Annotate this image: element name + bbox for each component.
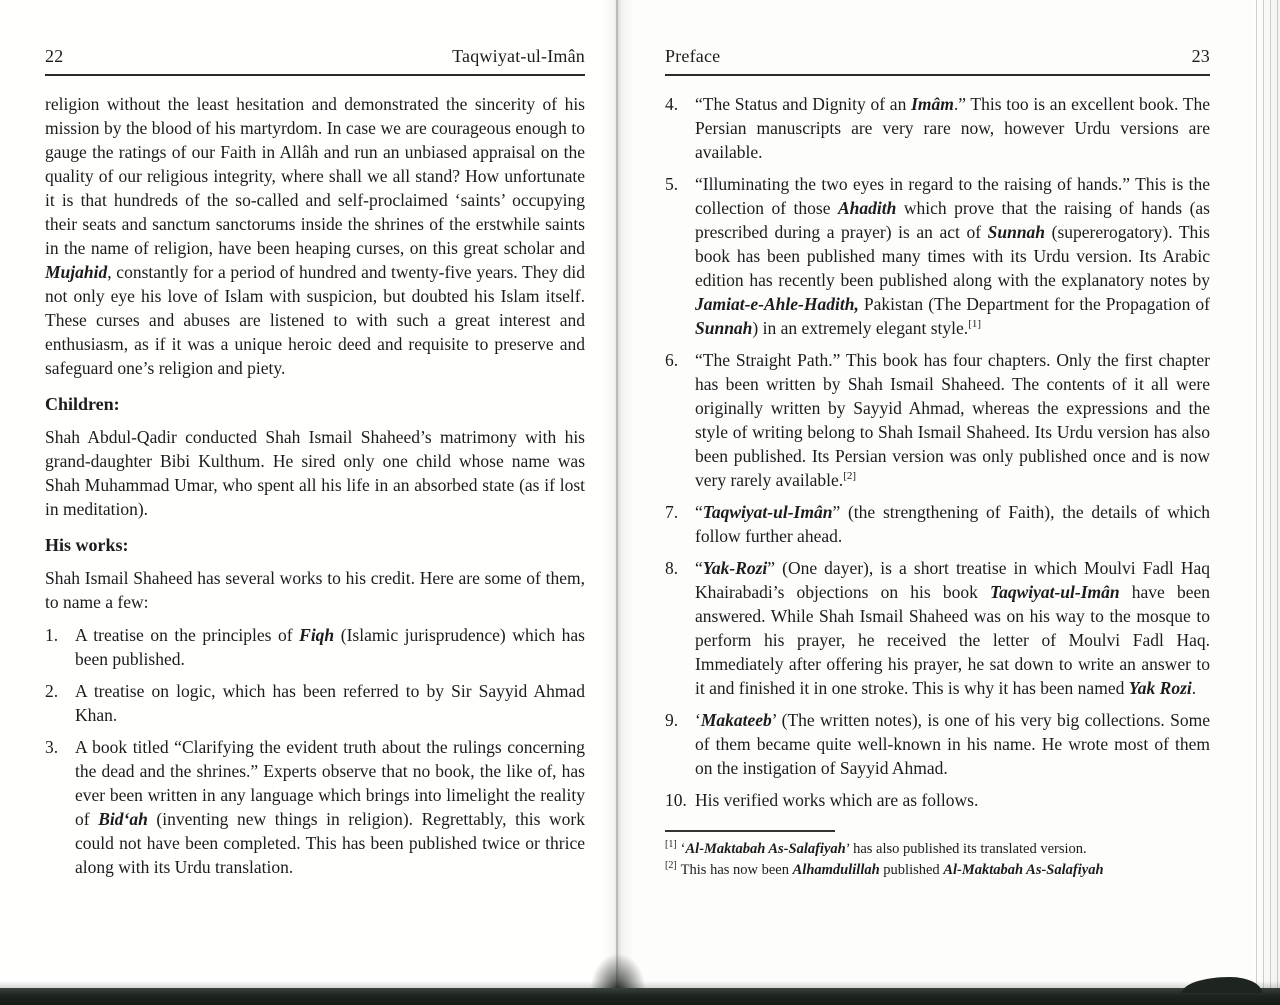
right-page-number: 23 [1191, 46, 1210, 66]
list-number: 4. [665, 94, 679, 114]
emphasized-term: Sunnah [987, 222, 1046, 242]
emphasized-term: Jamiat-e-Ahle-Hadith, [695, 294, 859, 314]
list-item-text: “Yak-Rozi” (One dayer), is a short treatise in which Moulvi Fadl Haq Khairabadi’s objections on his book Taqwiyat-ul-Imân have been answered. While Shah Ismail Shaheed was on his way to the mosque to perform his prayer, he received the letter of Moulvi Fadl Haq. Immediately after offering his prayer, he sat down to write an answer to it and finished it in one stroke. This is why it has been named Yak Rozi. [695, 558, 1210, 698]
list-item [665, 708, 1210, 780]
list-item-text: A treatise on the principles of Fiqh (Islamic jurisprudence) which has been published. [75, 625, 585, 669]
right-page-content [619, 0, 1253, 881]
emphasized-term: Fiqh [299, 625, 335, 645]
emphasized-term: Al-Maktabah As-Salafiyah [943, 862, 1104, 878]
emphasized-term: Sunnah [695, 318, 753, 338]
list-number: 6. [665, 350, 679, 370]
emphasized-term: Imâm [911, 94, 954, 114]
list-item [665, 788, 1210, 812]
right-page-header [665, 46, 1210, 76]
list-item [45, 623, 585, 671]
footnote-divider [665, 830, 835, 832]
list-item-text: “Taqwiyat-ul-Imân” (the strengthening of Faith), the details of which follow further ahead. [695, 502, 1210, 546]
list-item [665, 556, 1210, 700]
list-item [45, 735, 585, 879]
left-page [0, 0, 617, 988]
emphasized-term: Taqwiyat-ul-Imân [702, 502, 833, 522]
list-number: 9. [665, 710, 679, 730]
left-page-number: 22 [45, 46, 64, 66]
book-gutter-line [616, 0, 618, 988]
emphasized-term: Bid‘ah [98, 809, 148, 829]
book-gutter-shadow [602, 0, 634, 988]
right-page [619, 0, 1253, 988]
list-number: 10. [665, 790, 687, 810]
emphasized-term: Yak Rozi [1128, 678, 1192, 698]
emphasized-term: Taqwiyat-ul-Imân [989, 582, 1120, 602]
list-number: 3. [45, 737, 59, 757]
list-number: 2. [45, 681, 59, 701]
footnote: [2] This has now been Alhamdulillah published Al-Maktabah As-Salafiyah [665, 860, 1104, 878]
list-item-text: “Illuminating the two eyes in regard to the raising of hands.” This is the collection of those Ahadith which prove that the raising of hands (as prescribed during a prayer) is an act of Sunnah (supererogatory). This book has been published many times with its Urdu version. Its Arabic edition has recently been published along with the explanatory notes by Jamiat-e-Ahle-Hadith, Pakistan (The Department for the Propagation of Sunnah) in an extremely elegant style.[1] [695, 174, 1210, 338]
list-item-text: “The Straight Path.” This book has four chapters. Only the first chapter has been written by Shah Ismail Shaheed. The contents of it all were originally written by Sayyid Ahmad, whereas the expressions and the style of writing belong to Shah Ismail Shaheed. Its Urdu version has also been published. Its Persian version was only published once and is now very rarely available.[2] [695, 350, 1210, 490]
footnotes-section [665, 830, 1210, 881]
paragraph: religion without the least hesitation and demonstrated the sincerity of his mission by the blood of his martyrdom. In case we are courageous enough to gauge the ratings of our Faith in Allâh and run an unbiased appraisal on the quality of our religious integrity, where shall we all stand? How unfortunate it is that hundreds of the so-called and self-proclaimed ‘saints’ occupying their seats and sanctum sanctorums inside the shrines of the erstwhile saints in the name of religion, have been heaping curses, on this great scholar and Mujahid, constantly for a period of hundred and twenty-five years. They did not only eye his love of Islam with suspicion, but doubted his Islam itself. These curses and abuses are listened to with such a great interest and enthusiasm, as if it was a unique heroic deed and requisite to preserve and safeguard one’s religion and piety. [45, 94, 585, 378]
list-number: 1. [45, 625, 59, 645]
emphasized-term: Mujahid [45, 262, 108, 282]
left-running-title: Taqwiyat-ul-Imân [452, 46, 585, 66]
left-page-content [0, 0, 617, 879]
footnote-reference: [1] [968, 318, 982, 331]
footnote-marker: [1] [665, 839, 677, 851]
emphasized-term: Yak-Rozi [702, 558, 768, 578]
list-number: 8. [665, 558, 679, 578]
list-item [665, 500, 1210, 548]
footnotes-list [665, 839, 1210, 881]
section-heading: Children: [45, 394, 120, 414]
emphasized-term: Makateeb [700, 710, 772, 730]
footnote-reference: [2] [843, 470, 857, 483]
footnote: [1] ‘Al-Maktabah As-Salafiyah’ has also published its translated version. [665, 839, 1087, 857]
list-item-text: “The Status and Dignity of an Imâm.” This too is an excellent book. The Persian manuscripts are very rare now, however Urdu versions are available. [695, 94, 1210, 162]
list-item-text: A book titled “Clarifying the evident truth about the rulings concerning the dead and the shrines.” Experts observe that no book, the like of, has ever been written in any language which brings into limelight the reality of Bid‘ah (inventing new things in religion). Regrettably, this work could not have been completed. This has been published twice or thrice along with its Urdu translation. [75, 737, 586, 877]
list-number: 5. [665, 174, 679, 194]
footnote-marker: [2] [665, 860, 677, 872]
paragraph: Shah Ismail Shaheed has several works to his credit. Here are some of them, to name a few: [45, 568, 585, 612]
paragraph: Shah Abdul-Qadir conducted Shah Ismail Shaheed’s matrimony with his grand-daughter Bibi Kulthum. He sired only one child whose name was Shah Muhammad Umar, who spent all his life in an absorbed state (as if lost in meditation). [45, 427, 585, 519]
emphasized-term: Al-Maktabah As-Salafiyah [685, 841, 846, 857]
left-page-body [45, 92, 585, 879]
right-running-title: Preface [665, 46, 721, 66]
list-number: 7. [665, 502, 679, 522]
list-item [665, 92, 1210, 164]
page-edges [1253, 0, 1280, 988]
section-heading: His works: [45, 535, 129, 555]
list-item-text: ‘Makateeb’ (The written notes), is one of his very big collections. Some of them became quite well-known in his name. He wrote most of them on the instigation of Sayyid Ahmad. [695, 710, 1210, 778]
list-item-text: A treatise on logic, which has been referred to by Sir Sayyid Ahmad Khan. [75, 681, 585, 725]
emphasized-term: Alhamdulillah [792, 862, 880, 878]
list-item [665, 172, 1210, 340]
list-item [45, 679, 585, 727]
table-edge-band [0, 988, 1280, 1005]
left-page-header [45, 46, 585, 76]
right-page-body [665, 92, 1210, 812]
book-bottom-shadow [0, 981, 1280, 988]
emphasized-term: Ahadith [838, 198, 897, 218]
list-item [665, 348, 1210, 492]
list-item-text: His verified works which are as follows. [695, 790, 979, 810]
